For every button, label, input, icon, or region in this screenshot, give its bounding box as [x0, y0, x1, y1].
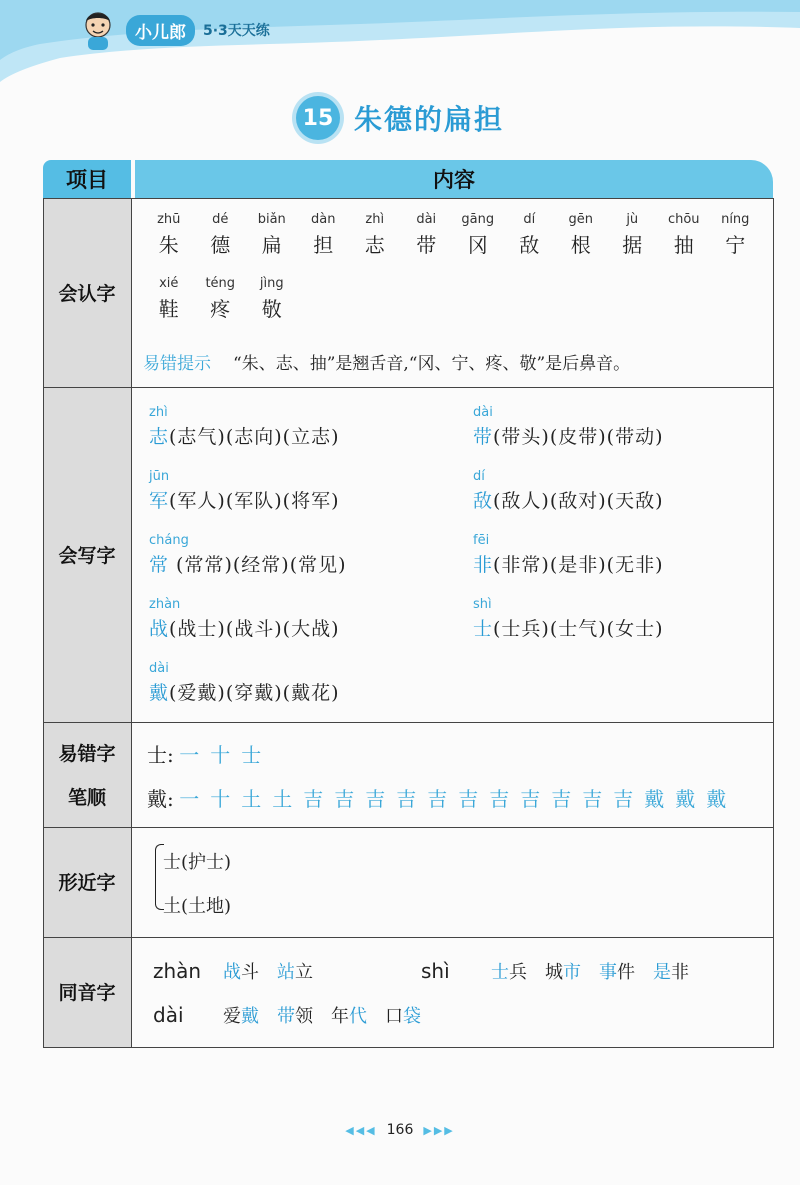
stroke-step: 吉: [520, 787, 541, 811]
word-char: 立: [295, 962, 313, 983]
pinyin-char: [246, 275, 298, 322]
page-number: 166: [386, 1122, 414, 1138]
pinyin: dàn: [311, 212, 336, 227]
homophone-word: [223, 958, 259, 984]
write-words: (爱戴)(穿戴)(戴花): [169, 682, 340, 704]
character: 担: [313, 233, 334, 257]
stroke-step: 一: [179, 787, 200, 811]
word-line: [149, 678, 347, 705]
pinyin: xié: [159, 276, 179, 291]
brand-name: 小儿郎: [126, 15, 195, 46]
stroke-step: 吉: [551, 787, 572, 811]
pinyin-char: [658, 211, 710, 258]
word-line: [149, 422, 347, 449]
pinyin: dí: [523, 212, 536, 227]
stroke-lead: 戴:: [147, 787, 174, 811]
write-item: [149, 660, 347, 724]
write-right-column: [473, 404, 664, 660]
pinyin: zhì: [365, 212, 385, 227]
pinyin: téng: [205, 276, 236, 291]
lesson-number: 15: [296, 96, 340, 140]
section-recognize: [43, 198, 773, 388]
write-item: [473, 404, 664, 468]
right-arrows-icon: ▶▶▶: [423, 1123, 455, 1137]
recognize-row-2: [143, 275, 298, 322]
write-item: [149, 404, 347, 468]
pinyin: zhū: [157, 212, 181, 227]
stroke-step: 吉: [489, 787, 510, 811]
stroke-step: 戴: [675, 787, 696, 811]
pinyin: dài: [149, 661, 169, 676]
write-char: 敌: [473, 490, 494, 512]
stroke-sequence: [174, 743, 267, 767]
homophone-word: [385, 1002, 421, 1028]
word-char: 领: [295, 1006, 313, 1027]
word-char: 斗: [241, 962, 259, 983]
stroke-step: 吉: [396, 787, 417, 811]
write-words: (敌人)(敌对)(天敌): [493, 490, 664, 512]
header-content: 内容: [135, 160, 773, 198]
stroke-shi: [147, 739, 267, 768]
pinyin-char: [555, 211, 607, 258]
character: 抽: [673, 233, 694, 257]
section-label: 会写字: [43, 388, 132, 723]
stroke-label-2: 笔顺: [67, 786, 106, 809]
homophone-pinyin: dài: [153, 1003, 184, 1027]
character: 敬: [261, 297, 282, 321]
word-line: [473, 422, 664, 449]
word-line: [473, 550, 664, 577]
similar-item: 士(护士): [163, 852, 232, 873]
character: 敌: [519, 233, 540, 257]
section-label: 同音字: [43, 938, 132, 1048]
character: 根: [570, 233, 591, 257]
character: 带: [416, 233, 437, 257]
write-char: 常: [149, 554, 170, 576]
lesson-name: 朱德的扁担: [353, 103, 504, 136]
error-tip: [143, 349, 630, 374]
mascot-icon: [78, 9, 118, 51]
write-item: [473, 596, 664, 660]
pinyin: gāng: [461, 212, 495, 227]
section-label: 会认字: [43, 199, 132, 388]
header-item: 项目: [43, 160, 131, 198]
pinyin: dí: [473, 469, 485, 484]
study-table: [43, 160, 773, 1047]
character: 德: [210, 233, 231, 257]
word-line: [473, 486, 664, 513]
word-char: 站: [277, 962, 295, 983]
homophone-row: [153, 1002, 439, 1028]
word-line: [149, 550, 347, 577]
pinyin: cháng: [149, 533, 189, 548]
word-char: 带: [277, 1006, 295, 1027]
left-arrows-icon: ◀◀◀: [345, 1123, 377, 1137]
stroke-step: 一: [179, 743, 200, 767]
pinyin: dài: [473, 405, 493, 420]
section-homophone: [43, 937, 773, 1048]
stroke-step: 戴: [706, 787, 727, 811]
stroke-sequence: [174, 787, 732, 811]
homophone-pinyin: zhàn: [153, 959, 202, 983]
word-char: 非: [671, 962, 689, 983]
write-left-column: [149, 404, 347, 724]
pinyin: níng: [721, 212, 750, 227]
pinyin-char: [710, 211, 762, 258]
stroke-label-1: 易错字: [58, 742, 116, 765]
lesson-title: [0, 96, 800, 140]
stroke-lead: 士:: [147, 743, 174, 767]
pinyin: fēi: [473, 533, 490, 548]
pinyin: shì: [473, 597, 492, 612]
pinyin: jù: [626, 212, 639, 227]
write-item: [473, 468, 664, 532]
pinyin: chōu: [667, 212, 700, 227]
homophone-word: [223, 1002, 259, 1028]
write-char: 志: [149, 426, 170, 448]
stroke-step: 十: [210, 787, 231, 811]
stroke-step: 吉: [303, 787, 324, 811]
word-line: [149, 486, 347, 513]
word-char: 袋: [403, 1006, 421, 1027]
pinyin: gēn: [568, 212, 593, 227]
word-line: [473, 614, 664, 641]
write-char: 士: [473, 618, 494, 640]
homophone-word: [277, 1002, 313, 1028]
pinyin: biǎn: [257, 212, 286, 227]
write-char: 非: [473, 554, 494, 576]
word-char: 代: [349, 1006, 367, 1027]
section-write: [43, 387, 773, 723]
write-item: [149, 596, 347, 660]
write-words: (军人)(军队)(将军): [169, 490, 340, 512]
pinyin: jūn: [149, 469, 170, 484]
pinyin-char: [504, 211, 556, 258]
homophone-word: [331, 1002, 367, 1028]
stroke-step: 吉: [427, 787, 448, 811]
word-line: [149, 614, 347, 641]
section-stroke-order: [43, 722, 773, 828]
character: 宁: [725, 233, 746, 257]
pinyin-char: [143, 211, 195, 258]
word-char: 兵: [509, 962, 527, 983]
write-words: (非常)(是非)(无非): [493, 554, 664, 576]
character: 冈: [467, 233, 488, 257]
write-words: (士兵)(士气)(女士): [493, 618, 664, 640]
pinyin-char: [195, 211, 247, 258]
write-words: (带头)(皮带)(带动): [493, 426, 664, 448]
stroke-step: 戴: [644, 787, 665, 811]
write-words: (战士)(战斗)(大战): [169, 618, 340, 640]
homophone-word: [599, 958, 635, 984]
write-item: [149, 468, 347, 532]
homophone-word: [653, 958, 689, 984]
word-char: 口: [385, 1006, 403, 1027]
write-char: 戴: [149, 682, 170, 704]
pinyin-char: [452, 211, 504, 258]
homophone-row-shi: [421, 958, 707, 984]
word-char: 战: [223, 962, 241, 983]
pinyin-char: [298, 211, 350, 258]
stroke-step: 士: [241, 743, 262, 767]
homophone-word: [277, 958, 313, 984]
pinyin-char: [401, 211, 453, 258]
pinyin-char: [349, 211, 401, 258]
pinyin: jìng: [259, 276, 284, 291]
stroke-dai: [147, 783, 732, 812]
homophone-content: [143, 938, 765, 1048]
stroke-step: 土: [241, 787, 262, 811]
similar-content: [143, 828, 765, 938]
write-char: 军: [149, 490, 170, 512]
section-label: 形近字: [43, 828, 132, 938]
pinyin: zhàn: [149, 597, 181, 612]
section-label: [43, 723, 132, 828]
pinyin-char: [195, 275, 247, 322]
write-char: 带: [473, 426, 494, 448]
stroke-content: [143, 723, 765, 828]
character: 据: [622, 233, 643, 257]
word-char: 年: [331, 1006, 349, 1027]
word-char: 市: [563, 962, 581, 983]
tip-text: “朱、志、抽”是翘舌音,“冈、宁、疼、敬”是后鼻音。: [233, 354, 631, 374]
stroke-step: 吉: [365, 787, 386, 811]
pinyin: dài: [416, 212, 437, 227]
character: 扁: [261, 233, 282, 257]
write-item: [473, 532, 664, 596]
write-char: 战: [149, 618, 170, 640]
pinyin: zhì: [149, 405, 168, 420]
homophone-pinyin: shì: [421, 959, 450, 983]
homophone-row: [153, 958, 331, 984]
pinyin-char: [246, 211, 298, 258]
pinyin-char: [143, 275, 195, 322]
series-name: 5·3天天练: [203, 23, 270, 39]
similar-item: 土(土地): [163, 896, 232, 917]
stroke-step: 十: [210, 743, 231, 767]
tip-label: 易错提示: [143, 354, 211, 374]
word-char: 件: [617, 962, 635, 983]
word-char: 戴: [241, 1006, 259, 1027]
character: 志: [364, 233, 385, 257]
pinyin: dé: [212, 212, 229, 227]
homophone-word: [491, 958, 527, 984]
character: 疼: [210, 297, 231, 321]
character: 朱: [158, 233, 179, 257]
stroke-step: 土: [272, 787, 293, 811]
stroke-step: 吉: [582, 787, 603, 811]
write-item: [149, 532, 347, 596]
character: 鞋: [158, 297, 179, 321]
write-words: (常常)(经常)(常见): [169, 554, 347, 576]
page-footer: [0, 1122, 800, 1138]
write-words: (志气)(志向)(立志): [169, 426, 340, 448]
word-char: 是: [653, 962, 671, 983]
word-char: 爱: [223, 1006, 241, 1027]
homophone-word: [545, 958, 581, 984]
word-char: 城: [545, 962, 563, 983]
write-content: [143, 388, 765, 723]
recognize-content: [143, 199, 765, 388]
stroke-step: 吉: [458, 787, 479, 811]
stroke-step: 吉: [613, 787, 634, 811]
word-char: 事: [599, 962, 617, 983]
recognize-row-1: [143, 211, 761, 258]
stroke-step: 吉: [334, 787, 355, 811]
brand-header: [78, 8, 270, 52]
section-similar: [43, 827, 773, 938]
word-char: 士: [491, 962, 509, 983]
pinyin-char: [607, 211, 659, 258]
